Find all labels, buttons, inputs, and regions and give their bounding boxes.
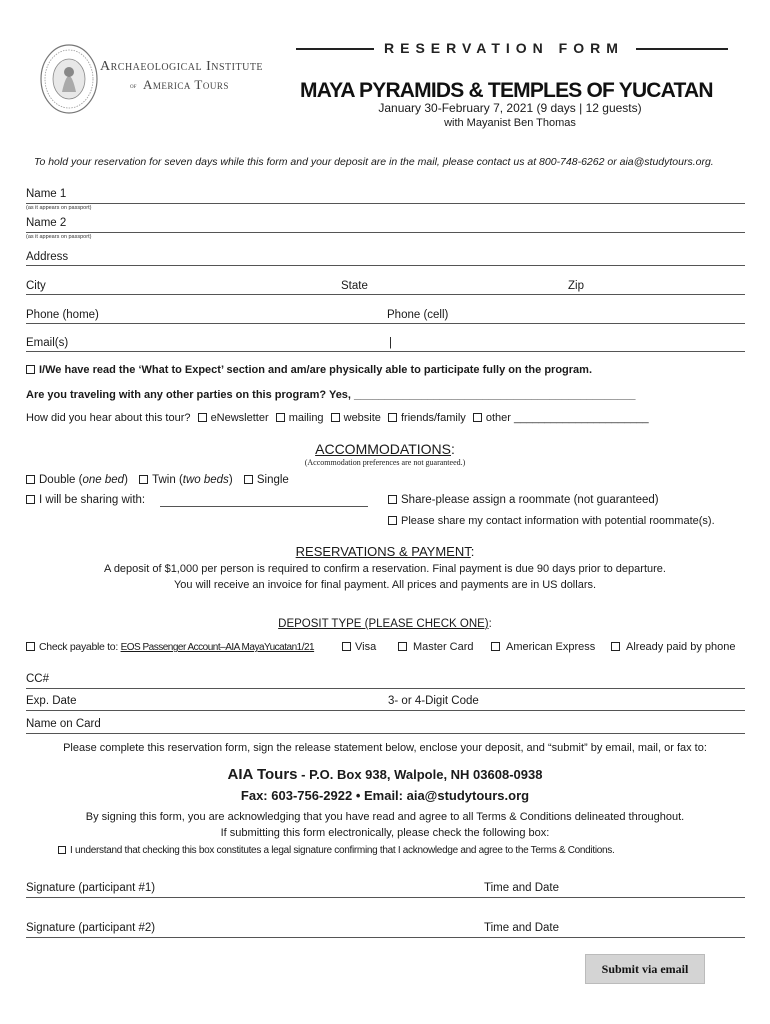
paid-phone-checkbox[interactable]: [611, 642, 620, 651]
tour-title: MAYA PYRAMIDS & TEMPLES OF YUCATAN: [300, 79, 713, 102]
banner-rule-right: [636, 48, 728, 50]
website-label: website: [343, 412, 381, 424]
check-option: [26, 641, 314, 653]
sig2-field[interactable]: [26, 937, 745, 938]
phone-home-label: Phone (home): [26, 309, 99, 321]
share-contact-checkbox[interactable]: [388, 516, 397, 525]
state-label: State: [341, 280, 368, 292]
ack-label: I understand that checking this box constitutes a legal signature confirming that I acknowledge and agree to the Terms & Conditions.: [70, 845, 615, 856]
reservations-heading-text: RESERVATIONS & PAYMENT: [295, 544, 471, 559]
mailing-checkbox[interactable]: [276, 413, 285, 422]
date2-label: Time and Date: [484, 922, 559, 934]
visa-label: Visa: [355, 641, 377, 653]
ack-line2: If submitting this form electronically, please check the following box:: [220, 827, 550, 839]
address-field[interactable]: [26, 265, 745, 266]
check-payee: EOS Passenger Account–AIA MayaYucatan1/21: [120, 642, 315, 653]
check-label: Check payable to:: [39, 641, 118, 653]
check-checkbox[interactable]: [26, 642, 35, 651]
name-on-card-field[interactable]: [26, 733, 745, 734]
exp-label: Exp. Date: [26, 695, 77, 707]
participate-checkbox[interactable]: [26, 365, 35, 374]
share-roommate-row: [388, 494, 659, 506]
reservations-line2: You will receive an invoice for final payment. All prices and payments are in US dollars.: [173, 579, 597, 591]
share-roommate-checkbox[interactable]: [388, 495, 397, 504]
paid-phone-label: Already paid by phone: [626, 641, 736, 653]
friends-checkbox[interactable]: [388, 413, 397, 422]
sharing-row: [26, 494, 145, 506]
sharing-checkbox[interactable]: [26, 495, 35, 504]
name2-field[interactable]: [26, 232, 745, 233]
amex-option: [491, 641, 595, 653]
name-on-card-label: Name on Card: [26, 718, 101, 730]
share-contact-label: Please share my contact information with potential roommate(s).: [401, 515, 715, 527]
cc-label: CC#: [26, 673, 50, 685]
sharing-field[interactable]: [160, 506, 368, 507]
ack-row: [58, 845, 614, 856]
submission-instructions: Please complete this reservation form, sign the release statement below, enclose your deposit, and “submit” by email, mail, or fax to:: [63, 742, 707, 754]
zip-label: Zip: [568, 280, 584, 292]
hear-about-row: [26, 412, 649, 424]
mail-address: [0, 766, 770, 783]
sig1-label: Signature (participant #1): [26, 882, 156, 894]
city-state-zip-field[interactable]: [26, 294, 745, 295]
code-label: 3- or 4-Digit Code: [388, 695, 479, 707]
single-checkbox[interactable]: [244, 475, 253, 484]
paid-phone-option: [611, 641, 735, 653]
other-label: other ______________________: [485, 412, 649, 424]
deposit-heading: [0, 618, 770, 630]
share-contact-row: [388, 515, 715, 527]
exp-code-field[interactable]: [26, 710, 745, 711]
sharing-label: I will be sharing with:: [39, 494, 146, 506]
org-name-line1: Archaeological Institute: [100, 59, 264, 74]
mastercard-label: Master Card: [413, 641, 474, 653]
single-label: Single: [256, 474, 289, 486]
participate-text: I/We have read the ‘What to Expect’ section and am/are physically able to participate fully on the program.: [39, 364, 592, 376]
double-label: Double: [39, 474, 76, 486]
cc-field[interactable]: [26, 688, 745, 689]
amex-checkbox[interactable]: [491, 642, 500, 651]
other-parties-question: Are you traveling with any other parties on this program? Yes, ______________________________________________: [26, 389, 636, 401]
name1-field[interactable]: [26, 203, 745, 204]
tour-dates: January 30-February 7, 2021 (9 days | 12 guests): [378, 101, 642, 115]
mastercard-option: [398, 641, 474, 653]
org-name: AIA Tours: [227, 766, 298, 783]
other-checkbox[interactable]: [473, 413, 482, 422]
amex-label: American Express: [506, 641, 596, 653]
website-checkbox[interactable]: [331, 413, 340, 422]
name2-note: (as it appears on passport): [26, 234, 92, 240]
intro-note: To hold your reservation for seven days while this form and your deposit are in the mail, please contact us at 800-748-6262 or aia@studytours.org.: [34, 156, 714, 168]
twin-checkbox[interactable]: [139, 475, 148, 484]
fax-email: Fax: 603-756-2922 • Email: aia@studytours.org: [240, 788, 530, 803]
reservations-heading: [0, 544, 770, 559]
city-label: City: [26, 280, 46, 292]
reservations-line1: A deposit of $1,000 per person is required to confirm a reservation. Final payment is due 90 days prior to departure.: [104, 563, 666, 575]
visa-checkbox[interactable]: [342, 642, 351, 651]
postal-address: - P.O. Box 938, Walpole, NH 03608-0938: [297, 767, 543, 782]
reservations-colon: :: [470, 544, 475, 559]
date1-label: Time and Date: [484, 882, 559, 894]
banner-rule-left: [296, 48, 374, 50]
submit-email-button[interactable]: Submit via email: [585, 954, 705, 984]
mastercard-checkbox[interactable]: [398, 642, 407, 651]
friends-label: friends/family: [400, 412, 466, 424]
address-label: Address: [26, 251, 69, 263]
enews-label: eNewsletter: [210, 412, 269, 424]
sig1-field[interactable]: [26, 897, 745, 898]
email-label: Email(s): [26, 337, 69, 349]
room-type-row: Double (one bed) Twin (two beds) Single: [26, 474, 289, 486]
twin-desc: two beds: [182, 474, 229, 486]
email-field[interactable]: [26, 351, 745, 352]
ack-line1: By signing this form, you are acknowledging that you have read and agree to all Terms & Conditions delineated throughout.: [85, 811, 685, 823]
org-name-of: of: [130, 81, 137, 90]
deposit-heading-text: DEPOSIT TYPE (PLEASE CHECK ONE): [278, 618, 489, 630]
accommodations-heading: [0, 441, 770, 457]
double-checkbox[interactable]: [26, 475, 35, 484]
hear-about-label: How did you hear about this tour?: [26, 412, 191, 424]
aia-seal-logo: [40, 44, 98, 114]
name1-label: Name 1: [26, 188, 67, 200]
sig2-label: Signature (participant #2): [26, 922, 156, 934]
banner-title: RESERVATION FORM: [384, 40, 624, 56]
phone-field[interactable]: [26, 323, 745, 324]
tour-host: with Mayanist Ben Thomas: [444, 117, 576, 129]
org-name-line2: America Tours: [143, 77, 229, 92]
accommodations-colon: :: [450, 441, 455, 457]
name2-label: Name 2: [26, 217, 67, 229]
participate-question: [26, 364, 592, 376]
mailing-label: mailing: [288, 412, 324, 424]
name1-note: (as it appears on passport): [26, 205, 92, 211]
email-separator: |: [389, 337, 392, 349]
double-desc: one bed: [82, 474, 125, 486]
deposit-colon: :: [488, 618, 492, 630]
share-roommate-label: Share-please assign a roommate (not guaranteed): [401, 494, 659, 506]
enews-checkbox[interactable]: [198, 413, 207, 422]
accommodations-note: (Accommodation preferences are not guaranteed.): [304, 458, 466, 467]
ack-checkbox[interactable]: [58, 846, 66, 854]
visa-option: [342, 641, 376, 653]
phone-cell-label: Phone (cell): [387, 309, 449, 321]
accommodations-heading-text: ACCOMMODATIONS: [315, 441, 451, 457]
twin-label: Twin: [152, 474, 176, 486]
